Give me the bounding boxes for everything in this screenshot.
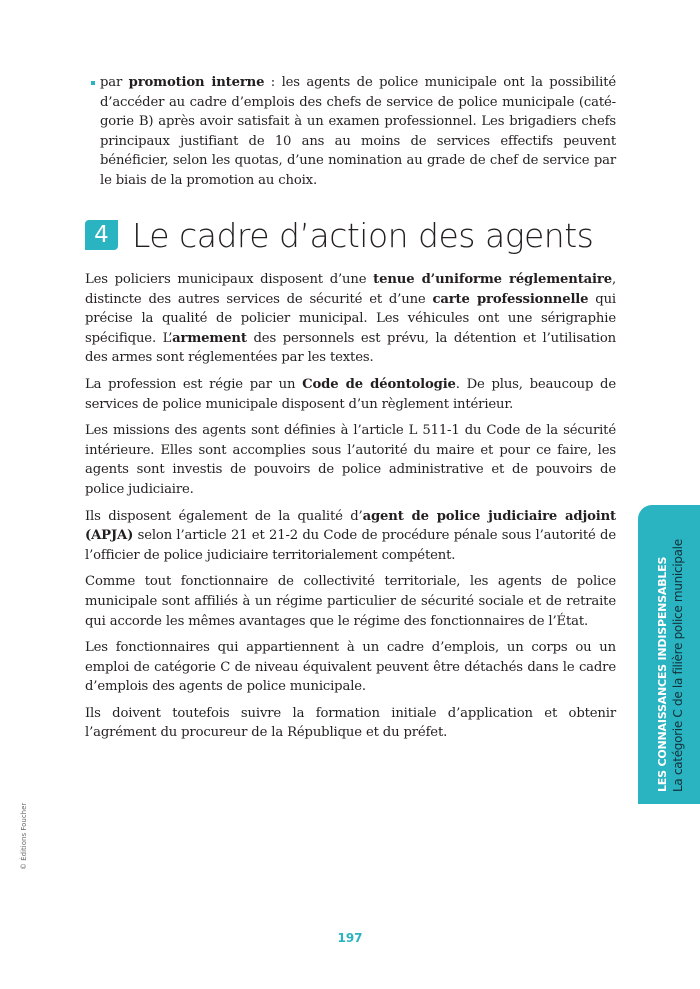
paragraph: Les missions des agents sont définies à l’article L 511-1 du Code de la sécurité intérieure. Elles sont accomplies sous l’autorité du maire et pour ce faire, les agents sont investis de pouvoirs de police administrative et de pouvoirs de police judiciaire. — [85, 423, 616, 497]
paragraph: Les fonctionnaires qui appartiennent à un cadre d’emplois, un corps ou un emploi de catégorie C de niveau équivalent peuvent être détachés dans le cadre d’emplois des agents de police municipale. — [85, 640, 616, 695]
paragraph: Ils doivent toutefois suivre la formation initiale d’application et obtenir l’agrément du procureur de la République et du préfet. — [85, 705, 616, 741]
bullet-text: par promotion interne : les agents de police municipale ont la possibilité d’accéder au cadre d’emplois des chefs de service de police municipale (caté-gorie B) après avoir satisfait à un examen professionnel. Les brigadiers chefs principaux justifiant de 10 ans au moins de services effectifs peuvent bénéficier, selon les quotas, d’une nomination au grade de chef de service par le biais de la promotion au choix. — [100, 75, 616, 188]
paragraph: Comme tout fonctionnaire de collectivité territoriale, les agents de police municipale sont affiliés à un régime particulier de sécurité sociale et de retraite qui accorde les mêmes avantages que le régime des fonctionnaires de l’État. — [85, 574, 616, 629]
side-tab-part-label: LES CONNAISSANCES INDISPENSABLES — [656, 556, 669, 792]
bullet-marker — [91, 81, 95, 85]
side-tab-chapter-label: La catégorie C de la filière police municipale — [671, 539, 685, 792]
page-number: 197 — [337, 931, 363, 945]
paragraph: La profession est régie par un Code de déontologie. De plus, beaucoup de services de police municipale disposent d’un règlement intérieur. — [85, 376, 617, 412]
paragraph: Les policiers municipaux disposent d’une tenue d’uniforme réglementaire, distincte des autres services de sécurité et d’une carte professionnelle qui précise la qualité de policier municipal. Les véhicules ont une sérigraphie spécifique. L’armement des personnels est prévu, la détention et l’utilisation des armes sont réglementées par les textes. — [85, 272, 616, 366]
copyright-notice: © Éditions Foucher — [20, 802, 28, 870]
chapter-side-tab — [638, 505, 700, 804]
bullet-item — [100, 73, 616, 191]
paragraph: Ils disposent également de la qualité d’agent de police judiciaire adjoint (APJA) selon l’article 21 et 21-2 du Code de procédure pénale sous l’autorité de l’officier de police judiciaire territorialement compétent. — [85, 508, 616, 563]
section-title: Le cadre d’action des agents — [132, 216, 594, 255]
section-number-badge: 4 — [85, 220, 118, 250]
body-text — [85, 270, 616, 750]
